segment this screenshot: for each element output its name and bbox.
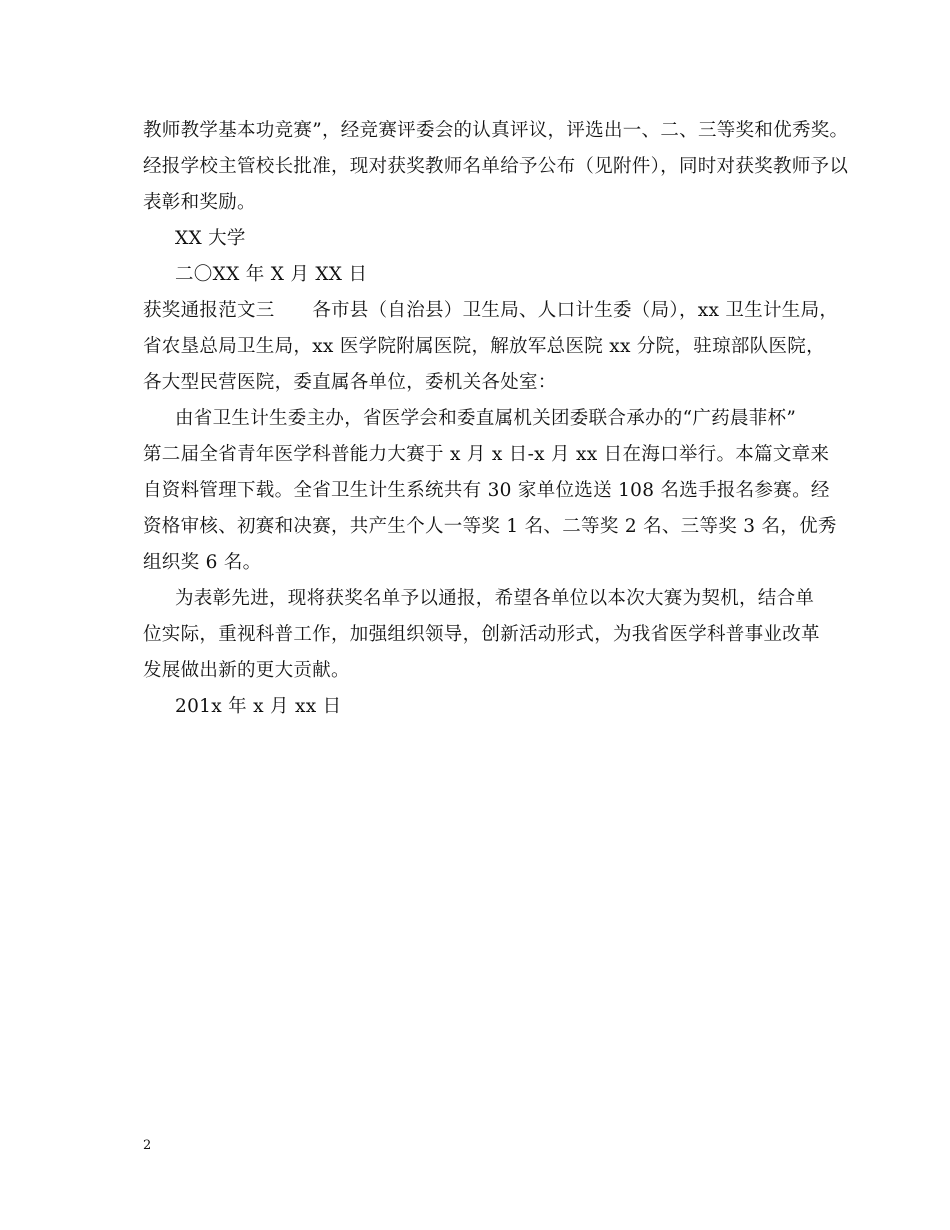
text-line-11: 自资料管理下载。全省卫生计生系统共有 30 家单位选送 108 名选手报名参赛。经 — [143, 480, 830, 501]
text-line-12: 资格审核、初赛和决赛，共产生个人一等奖 1 名、二等奖 2 名、三等奖 3 名，优秀 — [143, 516, 837, 537]
text-line-7: 省农垦总局卫生局，xx 医学院附属医院，解放军总医院 xx 分院，驻琼部队医院， — [143, 336, 825, 357]
text-line-10: 第二届全省青年医学科普能力大赛于 x 月 x 日-x 月 xx 日在海口举行。本篇文章来 — [143, 444, 830, 465]
text-line-3: 表彰和奖励。 — [143, 192, 256, 213]
text-line-1: 教师教学基本功竞赛”，经竞赛评委会的认真评议，评选出一、二、三等奖和优秀奖。 — [143, 120, 849, 141]
text-line-14: 为表彰先进，现将获奖名单予以通报，希望各单位以本次大赛为契机，结合单 — [175, 588, 815, 609]
closing-date: 201x 年 x 月 xx 日 — [175, 696, 342, 717]
text-line-13: 组织奖 6 名。 — [143, 552, 262, 573]
signature-org: XX 大学 — [175, 228, 246, 249]
text-line-15: 位实际，重视科普工作，加强组织领导，创新活动形式，为我省医学科普事业改革 — [143, 624, 820, 645]
text-line-16: 发展做出新的更大贡献。 — [143, 660, 350, 681]
text-line-9: 由省卫生计生委主办，省医学会和委直属机关团委联合承办的“广药晨菲杯” — [175, 408, 797, 429]
text-line-8: 各大型民营医院，委直属各单位，委机关各处室： — [143, 372, 557, 393]
signature-date: 二〇XX 年 X 月 XX 日 — [175, 264, 368, 285]
page-number: 2 — [143, 1138, 152, 1153]
section-heading-line: 获奖通报范文三 各市县（自治县）卫生局、人口计生委（局），xx 卫生计生局， — [143, 300, 839, 321]
text-line-2: 经报学校主管校长批准，现对获奖教师名单给予公布（见附件），同时对获奖教师予以 — [143, 156, 849, 177]
